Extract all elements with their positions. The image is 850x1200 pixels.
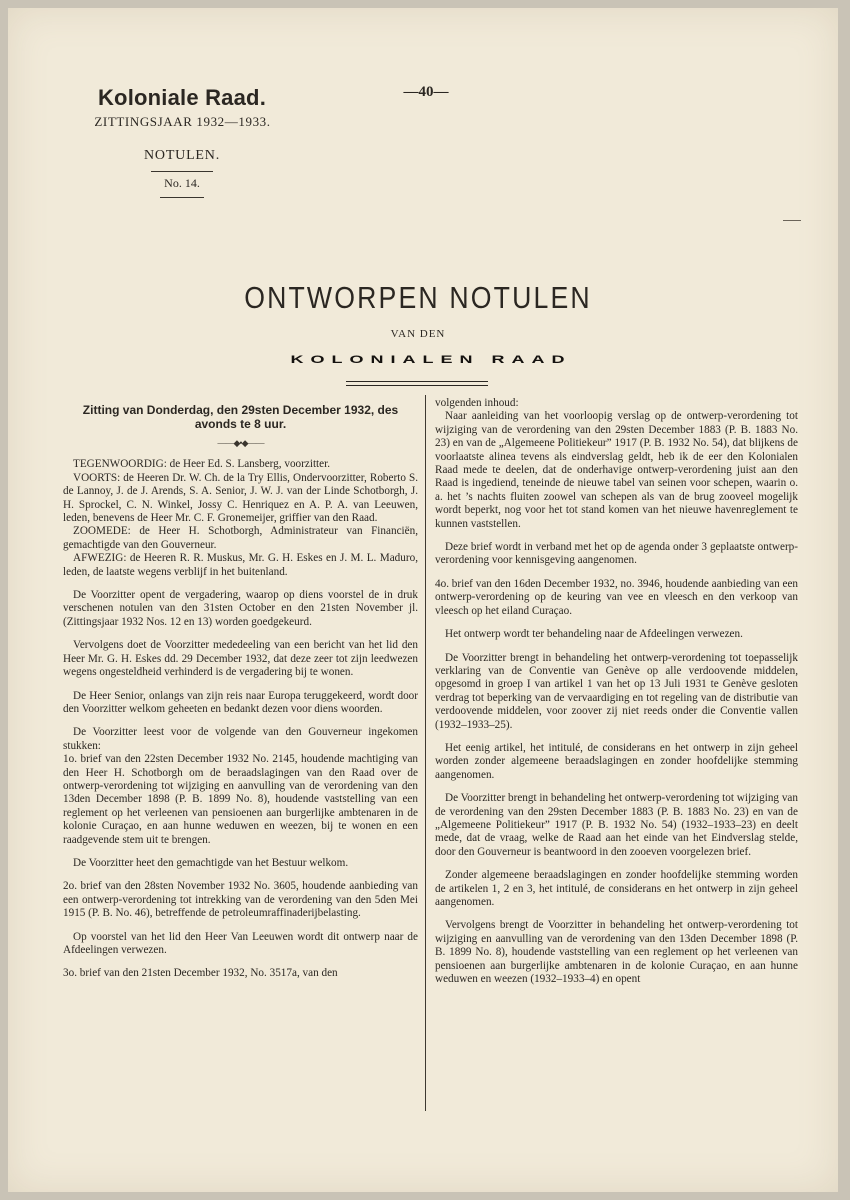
- letter-item-2: 2o. brief van den 28sten November 1932 No. 3605, houdende aanbieding van een ontwerp-verordening tot intrekking van de verordening van den 5den Mei 1915 (P. B. No. 46), betreffende de petroleumraffinaderijbelasting.: [63, 880, 418, 920]
- document-page: [8, 8, 838, 1192]
- main-title: ONTWORPEN NOTULEN: [244, 280, 592, 315]
- attendance-present: TEGENWOORDIG: de Heer Ed. S. Lansberg, voorzitter.: [73, 458, 331, 471]
- attendance-absent: AFWEZIG: de Heeren R. R. Muskus, Mr. G. H. Eskes en J. M. L. Maduro, leden, de laatste wegens verblijf in het buitenland.: [63, 552, 418, 578]
- attendance-zoomede: ZOOMEDE: de Heer H. Schotborgh, Administrateur van Financiën, gemachtigde van den Gouverneur.: [63, 525, 418, 551]
- paragraph: Vervolgens brengt de Voorzitter in behandeling het ontwerp-verordening tot wijziging en aanvulling van de verordening van den 13den December 1898 (P. B. 1899 No. 8), houdende vaststelling van een reglement op het verleenen van pensioenen aan burgerlijke ambtenaren in de kolonie Curaçao, en aan hunne weduwen en weezen (1932–1933–4) en opent: [435, 919, 798, 986]
- left-column: [63, 397, 418, 991]
- quoted-letter: Naar aanleiding van het voorloopig verslag op de ontwerp-verordening tot wijziging van de verordening van den 29sten December 1883 (P. B. 1883 No. 23) en van de „Algemeene Politiekeur” 1917 (P. B. 1932 No. 54), dat blijkens de voorlaatste alinea tevens als eindverslag geldt, heb ik de eer den Kolonialen Raad mede te deelen, dat de onderhavige ontwerp-verordening juist aan den Raad is ingediend, teneinde de nieuwe tabel van seinen voor schepen, waarin o. a. het ’s nachts fluiten zoowel van schepen als van de brug zooveel mogelijk wordt beperkt, nog voor het tot stand komen van het nieuwe havenreglement te kunnen vaststellen.: [435, 410, 798, 530]
- paragraph: De Heer Senior, onlangs van zijn reis naar Europa teruggekeerd, wordt door den Voorzitter welkom geheeten en bedankt dezen voor diens woorden.: [63, 689, 418, 715]
- paragraph: Vervolgens doet de Voorzitter mededeeling van een bericht van het lid den Heer Mr. G. H. Eskes dd. 29 December 1932, dat deze zeer tot zijn leedwezen wegens ongesteldheid verhinderd is de vergadering bij te wonen.: [63, 639, 418, 679]
- paragraph: De Voorzitter leest voor de volgende van den Gouverneur ingekomen stukken:: [63, 726, 418, 752]
- paragraph: volgenden inhoud:: [435, 397, 519, 409]
- ornament-divider: ——◆•◆——: [217, 438, 264, 448]
- paragraph: De Voorzitter brengt in behandeling het ontwerp-verordening tot toepasselijk verklaring van de Conventie van Genève op alle verdoovende middelen, opgesomd in groep I van artikel 1 van het op 13 Juli 1931 te Genève gesloten verdrag tot beperking van de vervaardiging en tot regeling van de distributie van verdoovende middelen, voor zoover zij niet reeds onder die Conventie vallen (1932–1933–25).: [435, 651, 798, 731]
- paragraph: Het ontwerp wordt ter behandeling naar de Afdeelingen verwezen.: [445, 628, 743, 641]
- notulen-label: NOTULEN.: [144, 148, 220, 163]
- paragraph: Op voorstel van het lid den Heer Van Leeuwen wordt dit ontwerp naar de Afdeelingen verwezen.: [63, 930, 418, 956]
- council-name: Koloniale Raad.: [97, 85, 267, 110]
- paragraph: Deze brief wordt in verband met het op de agenda onder 3 geplaatste ontwerp-verordening voor kennisgeving aangenomen.: [435, 541, 798, 567]
- title-double-rule: [346, 381, 488, 386]
- session-year: ZITTINGSJAAR 1932—1933.: [94, 114, 271, 129]
- header-rule-top: [151, 171, 213, 172]
- paragraph: De Voorzitter heet den gemachtigde van het Bestuur welkom.: [73, 856, 349, 869]
- paragraph: De Voorzitter brengt in behandeling het ontwerp-verordening tot wijziging van de verordening van den 29sten December 1883 (P. B. 1883 No. 23) en van de „Algemeene Politiekeur” 1917 (P. B. 1932 No. 54) (1932–1933–23) en deelt mede, dat de vraag, welke de Raad aan het einde van het Eindverslag stelde, door den Gouverneur is beantwoord in den zooeven voorgelezen brief.: [435, 792, 798, 858]
- issue-number: No. 14.: [164, 176, 200, 190]
- council-banner: KOLONIALEN RAAD: [290, 352, 572, 366]
- letter-item-3: 3o. brief van den 21sten December 1932, No. 3517a, van den: [63, 967, 338, 980]
- margin-mark: [783, 220, 801, 221]
- paragraph: Het eenig artikel, het intitulé, de considerans en het ontwerp in zijn geheel worden zonder algemeene beraadslagingen en zonder hoofdelijke stemming aangenomen.: [435, 741, 798, 781]
- letter-item-1: 1o. brief van den 22sten December 1932 No. 2145, houdende machtiging van den Heer H. Schotborgh om de beraadslagingen van den Raad over de ontwerp-verordening tot wijziging en aanvulling van de verordening van den 13den December 1898 (P. B. 1899 No. 8), houdende vaststelling van een reglement op het verleenen van pensioenen aan burgerlijke ambtenaren in de kolonie Curaçao, en aan hunne weduwen en weezen, bij te wonen en een raadgevende stem uit te brengen.: [63, 753, 418, 846]
- page-number: —40—: [403, 84, 449, 100]
- header-rule-bottom: [160, 197, 204, 198]
- column-divider: [425, 395, 426, 1111]
- subtitle-van-den: VAN DEN: [390, 328, 446, 340]
- attendance-voorts: VOORTS: de Heeren Dr. W. Ch. de la Try Ellis, Ondervoorzitter, Roberto S. de Lannoy, J. de J. Arends, S. A. Senior, J. W. J. van der Linde Schotborgh, J. H. Sprockel, C. N. Winkel, Jossy C. Henriquez en A. P. A. van Leeuwen, leden, benevens de Heer Mr. C. F. Gronemeijer, griffier van den Raad.: [63, 471, 418, 525]
- paragraph: Zonder algemeene beraadslagingen en zonder hoofdelijke stemming worden de artikelen 1, 2 en 3, het intitulé, de considerans en het ontwerp in zijn geheel aangenomen.: [435, 869, 798, 908]
- right-column: [435, 397, 798, 996]
- letter-item-4: 4o. brief van den 16den December 1932, no. 3946, houdende aanbieding van een ontwerp-verordening op de keuring van vee en vleesch en den verkoop van vleesch op het eiland Curaçao.: [435, 577, 798, 617]
- sitting-heading: Zitting van Donderdag, den 29sten December 1932, des avonds te 8 uur.: [82, 403, 399, 431]
- paragraph: De Voorzitter opent de vergadering, waarop op diens voorstel de in druk verschenen notulen van den 31sten October en den 21sten November jl. (Zittingsjaar 1932 Nos. 12 en 13) worden goedgekeurd.: [63, 589, 418, 628]
